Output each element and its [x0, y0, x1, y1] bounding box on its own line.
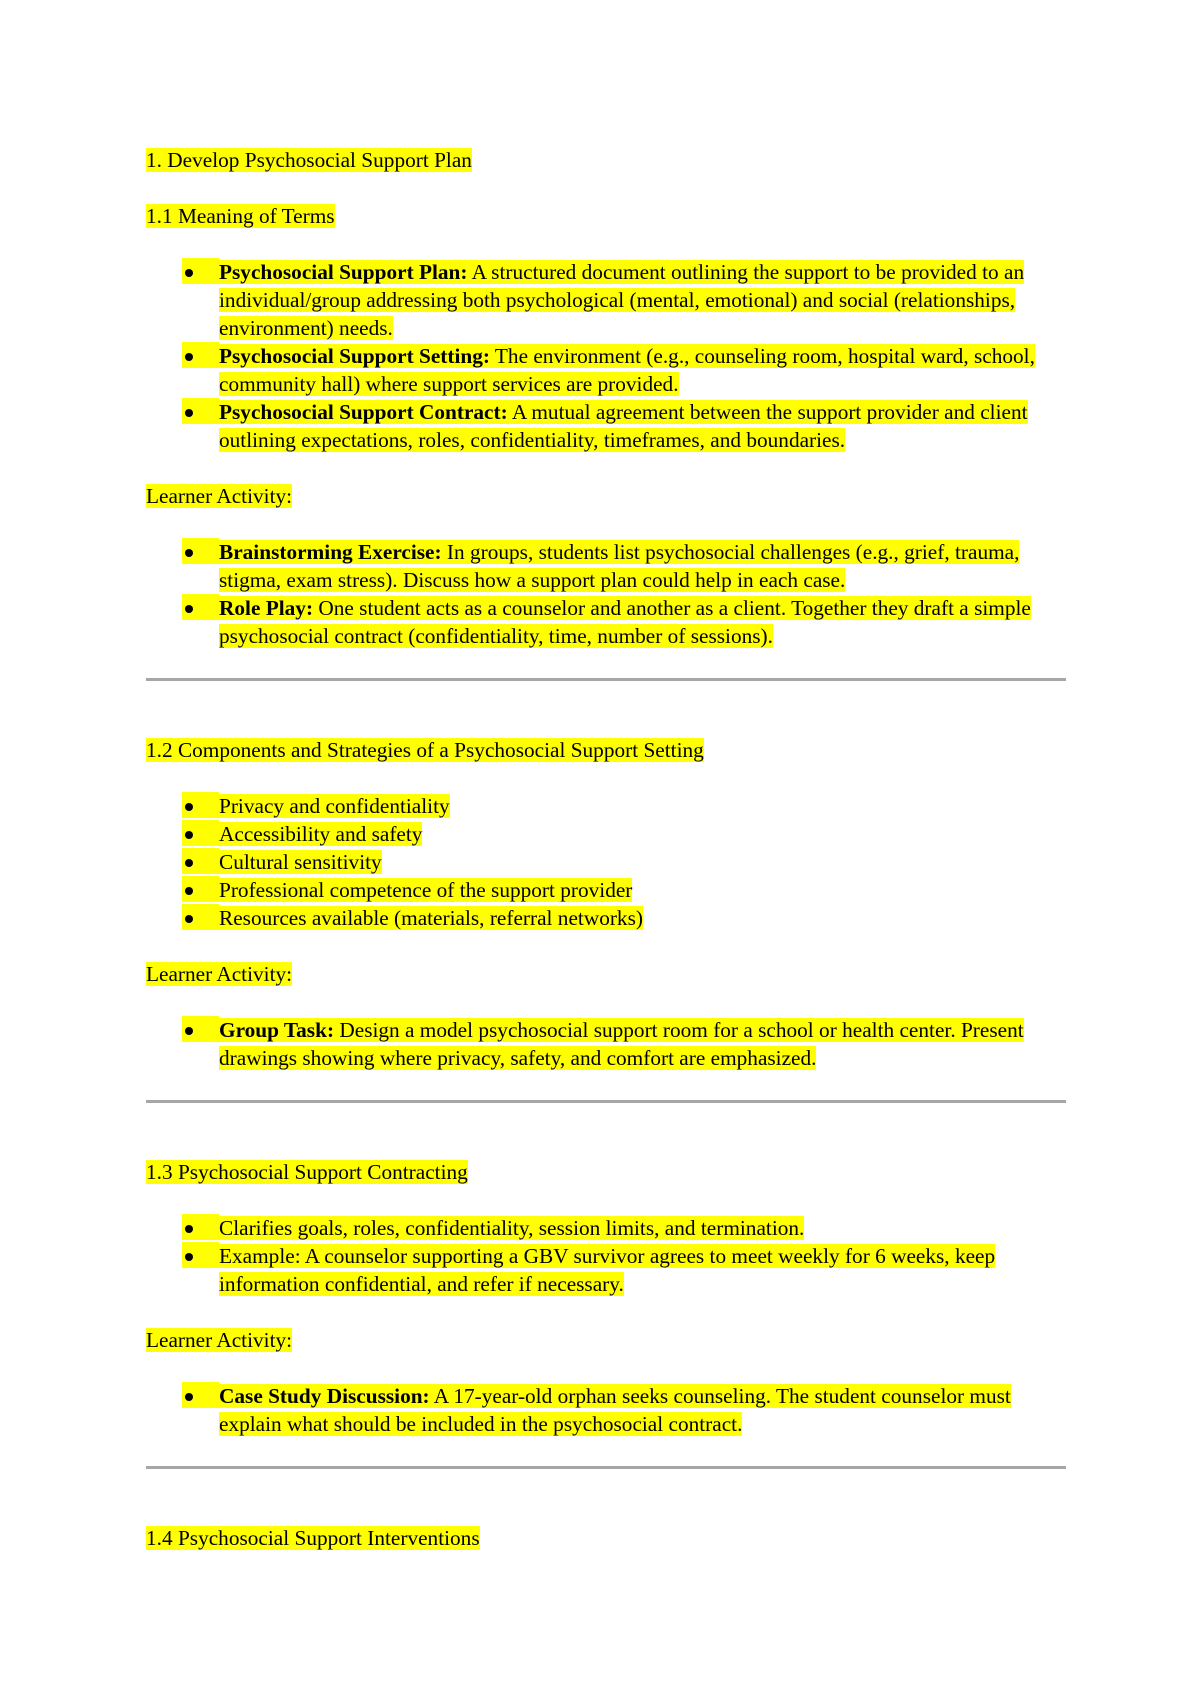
bullet-icon [182, 342, 219, 368]
section-heading-1-3: 1.3 Psychosocial Support Contracting [146, 1160, 468, 1184]
list-item: Clarifies goals, roles, confidentiality, session limits, and termination. [146, 1214, 1066, 1242]
list-item: Accessibility and safety [146, 820, 1066, 848]
terms-list [146, 258, 1066, 454]
learner-activity-label: Learner Activity: [146, 484, 293, 508]
list-item: Privacy and confidentiality [146, 792, 1066, 820]
section-heading-1-4: 1.4 Psychosocial Support Interventions [146, 1526, 480, 1550]
activity-list [146, 1016, 1066, 1072]
activity-list [146, 538, 1066, 650]
components-list [146, 792, 1066, 932]
bullet-icon [182, 792, 219, 818]
bullet-icon [182, 258, 219, 284]
bullet-icon [182, 820, 219, 846]
list-item: Psychosocial Support Setting: The environment (e.g., counseling room, hospital ward, school, community hall) where support services are provided. [146, 342, 1066, 398]
learner-activity-label: Learner Activity: [146, 1328, 293, 1352]
bullet-icon [182, 876, 219, 902]
section-heading-1-2: 1.2 Components and Strategies of a Psychosocial Support Setting [146, 738, 704, 762]
document-title: 1. Develop Psychosocial Support Plan [146, 148, 472, 172]
horizontal-rule [146, 1466, 1066, 1469]
bullet-icon [182, 1382, 219, 1408]
section-heading-1-1: 1.1 Meaning of Terms [146, 204, 335, 228]
list-item: Professional competence of the support provider [146, 876, 1066, 904]
list-item: Resources available (materials, referral networks) [146, 904, 1066, 932]
list-item: Brainstorming Exercise: In groups, students list psychosocial challenges (e.g., grief, trauma, stigma, exam stress). Discuss how a support plan could help in each case. [146, 538, 1066, 594]
bullet-icon [182, 538, 219, 564]
bullet-icon [182, 904, 219, 930]
bullet-icon [182, 1214, 219, 1240]
list-item: Example: A counselor supporting a GBV survivor agrees to meet weekly for 6 weeks, keep information confidential, and refer if necessary. [146, 1242, 1066, 1298]
learner-activity-label: Learner Activity: [146, 962, 293, 986]
list-item: Psychosocial Support Plan: A structured document outlining the support to be provided to an individual/group addressing both psychological (mental, emotional) and social (relationships, environment) needs. [146, 258, 1066, 342]
bullet-icon [182, 594, 219, 620]
list-item: Role Play: One student acts as a counselor and another as a client. Together they draft a simple psychosocial contract (confidentiality, time, number of sessions). [146, 594, 1066, 650]
list-item: Group Task: Design a model psychosocial support room for a school or health center. Present drawings showing where privacy, safety, and comfort are emphasized. [146, 1016, 1066, 1072]
list-item: Cultural sensitivity [146, 848, 1066, 876]
bullet-icon [182, 1242, 219, 1268]
list-item: Psychosocial Support Contract: A mutual agreement between the support provider and client outlining expectations, roles, confidentiality, timeframes, and boundaries. [146, 398, 1066, 454]
bullet-icon [182, 848, 219, 874]
list-item: Case Study Discussion: A 17-year-old orphan seeks counseling. The student counselor must explain what should be included in the psychosocial contract. [146, 1382, 1066, 1438]
contracting-list [146, 1214, 1066, 1298]
activity-list [146, 1382, 1066, 1438]
horizontal-rule [146, 678, 1066, 681]
bullet-icon [182, 1016, 219, 1042]
bullet-icon [182, 398, 219, 424]
horizontal-rule [146, 1100, 1066, 1103]
